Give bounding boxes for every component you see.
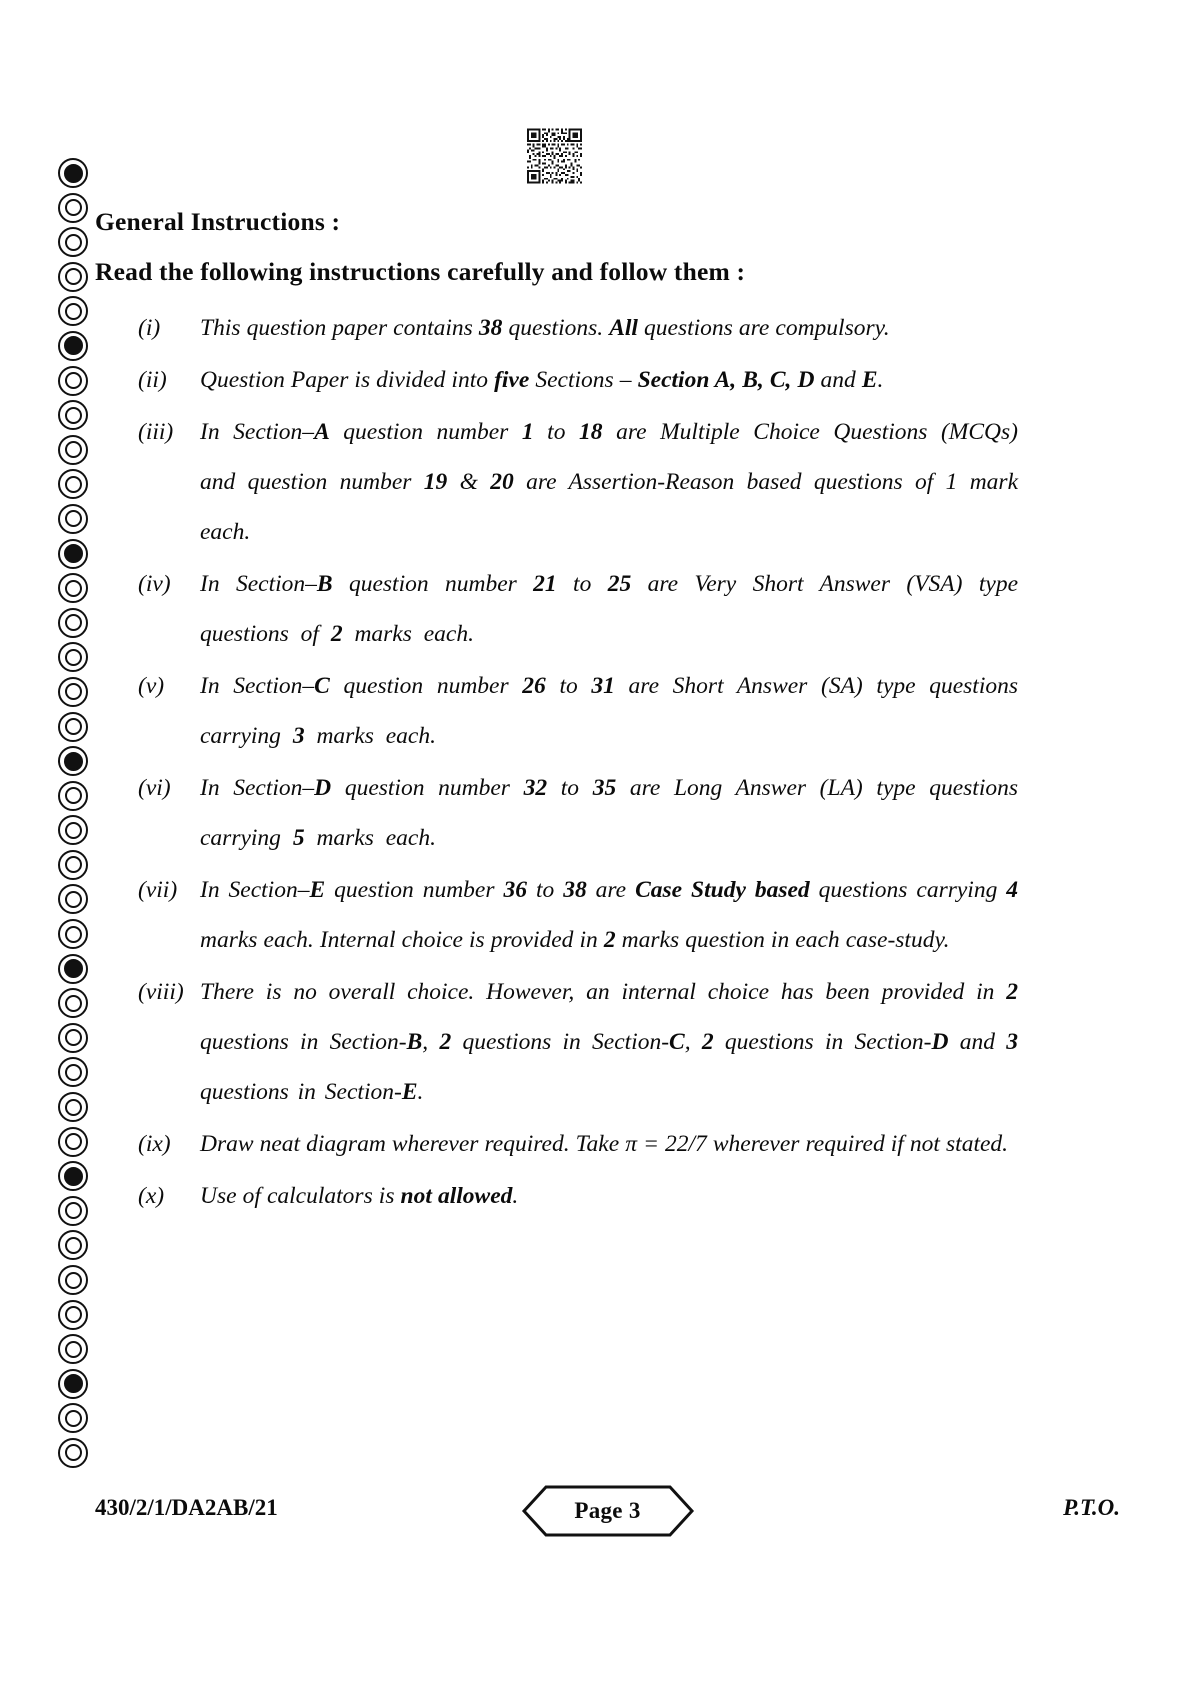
binding-ring (58, 884, 88, 914)
instruction-marker: (i) (138, 315, 161, 341)
binding-ring (58, 746, 88, 776)
instruction-fragment: In Section– (200, 877, 310, 903)
instruction-emphasis: D (931, 1029, 949, 1055)
instruction-item (138, 559, 1018, 659)
instruction-emphasis: 2 (603, 927, 616, 953)
instruction-fragment: marks question in each case-study. (615, 927, 950, 953)
read-instructions-heading: Read the following instructions carefully and follow them : (95, 257, 746, 286)
binding-ring (58, 504, 88, 534)
binding-ring (58, 815, 88, 845)
instruction-text (200, 419, 1018, 545)
instruction-emphasis: Case Study based (635, 877, 810, 903)
instruction-emphasis: C (314, 673, 330, 699)
instruction-emphasis: B (316, 571, 333, 597)
instruction-emphasis: 20 (490, 469, 514, 495)
instruction-emphasis: not allowed (400, 1183, 513, 1209)
instruction-emphasis: Section A, B, C, D (637, 367, 815, 393)
binding-ring (58, 1196, 88, 1226)
instruction-emphasis: 19 (423, 469, 448, 495)
instruction-fragment: to (545, 673, 592, 699)
instruction-fragment: Use of calculators is (200, 1183, 401, 1209)
instruction-fragment: In Section– (200, 419, 315, 445)
binding-ring (58, 1300, 88, 1330)
binding-ring (58, 1403, 88, 1433)
instruction-emphasis: C (669, 1029, 685, 1055)
instruction-item (138, 303, 1018, 353)
instruction-fragment: to (556, 571, 608, 597)
binding-ring (58, 954, 88, 984)
instruction-fragment: marks each. (342, 621, 474, 647)
instruction-fragment: are (586, 877, 636, 903)
instruction-fragment: to (526, 877, 564, 903)
instruction-fragment: , (684, 1029, 702, 1055)
instruction-fragment: are Very Short Answer (VSA) type questions of (200, 571, 1019, 647)
binding-ring (58, 1161, 88, 1191)
instruction-text (200, 775, 1018, 851)
binding-ring (58, 1265, 88, 1295)
instruction-emphasis: 3 (292, 723, 305, 749)
instruction-fragment: are Short Answer (SA) type questions carrying (200, 673, 1018, 749)
binding-ring (58, 642, 88, 672)
instruction-emphasis: 1 (521, 419, 534, 445)
binding-ring (58, 677, 88, 707)
instruction-emphasis: 3 (1006, 1029, 1019, 1055)
page-number-label: Page 3 (574, 1498, 641, 1523)
instruction-emphasis: 5 (292, 825, 305, 851)
instruction-emphasis: E (309, 877, 326, 903)
pto-label: P.T.O. (1063, 1495, 1120, 1520)
binding-ring (58, 1438, 88, 1468)
instruction-fragment: are Assertion-Reason based questions of 1 mark each. (200, 469, 1019, 545)
instruction-emphasis: 2 (1006, 979, 1018, 1005)
instruction-marker: (viii) (138, 979, 184, 1005)
instruction-emphasis: 38 (478, 315, 503, 341)
instruction-emphasis: B (406, 1029, 423, 1055)
instruction-fragment: questions are compulsory. (637, 315, 890, 341)
binding-ring (58, 331, 88, 361)
instruction-emphasis: E (861, 367, 878, 393)
instruction-item (138, 407, 1018, 557)
instructions-list (138, 303, 1018, 1223)
binding-ring (58, 158, 88, 188)
instruction-fragment: and (948, 1029, 1007, 1055)
instruction-fragment: and (814, 367, 862, 393)
instruction-emphasis: 35 (592, 775, 617, 801)
instruction-marker: (x) (138, 1183, 165, 1209)
instruction-emphasis: D (314, 775, 332, 801)
instruction-marker: (iii) (138, 419, 174, 445)
instruction-fragment: question number (331, 775, 524, 801)
instruction-fragment: questions in Section- (200, 1029, 407, 1055)
instruction-text (200, 315, 890, 341)
instruction-fragment: questions. (502, 315, 610, 341)
binding-ring (58, 988, 88, 1018)
binding-ring (58, 366, 88, 396)
binding-ring (58, 296, 88, 326)
instruction-fragment: marks each. Internal choice is provided in (200, 927, 604, 953)
binding-ring (58, 400, 88, 430)
instruction-item (138, 763, 1018, 863)
instruction-fragment: to (547, 775, 593, 801)
instruction-fragment: In Section– (200, 673, 315, 699)
instruction-fragment: questions carrying (809, 877, 1007, 903)
binding-ring (58, 469, 88, 499)
instruction-item (138, 865, 1018, 965)
instruction-emphasis: 2 (701, 1029, 714, 1055)
instruction-fragment: , (422, 1029, 440, 1055)
instruction-item (138, 355, 1018, 405)
binding-ring (58, 539, 88, 569)
instruction-emphasis: 32 (523, 775, 548, 801)
instruction-item (138, 661, 1018, 761)
binding-ring (58, 1127, 88, 1157)
instruction-fragment: marks each. (304, 723, 436, 749)
instruction-emphasis: 31 (591, 673, 615, 699)
instruction-emphasis: 2 (330, 621, 343, 647)
instruction-fragment: There is no overall choice. However, an internal choice has been provided in (200, 979, 1007, 1005)
instruction-text (200, 877, 1018, 953)
page-number-badge (520, 1483, 696, 1539)
instruction-text (200, 367, 883, 393)
instruction-fragment: are Long Answer (LA) type questions carrying (200, 775, 1019, 851)
instruction-fragment: . (512, 1183, 519, 1209)
instruction-emphasis: E (401, 1079, 418, 1105)
binding-ring (58, 1369, 88, 1399)
instruction-item (138, 1119, 1018, 1169)
instruction-fragment: to (533, 419, 580, 445)
instruction-text (200, 979, 1018, 1105)
instruction-fragment: In Section– (200, 571, 317, 597)
instruction-text (200, 1131, 1008, 1157)
instruction-emphasis: 38 (563, 877, 587, 903)
instruction-text (200, 673, 1018, 749)
instruction-fragment: Sections – (529, 367, 638, 393)
paper-code: 430/2/1/DA2AB/21 (95, 1495, 278, 1520)
binding-ring (58, 1334, 88, 1364)
instruction-emphasis: 26 (522, 673, 546, 699)
instruction-fragment: . (417, 1079, 424, 1105)
instruction-fragment: Draw neat diagram wherever required. Take π = 22/7 wherever required if not stated. (200, 1131, 1009, 1157)
page-footer (95, 1495, 1120, 1535)
instruction-fragment: . (877, 367, 884, 393)
binding-ring (58, 1057, 88, 1087)
binding-ring (58, 193, 88, 223)
binding-ring (58, 573, 88, 603)
instruction-fragment: & (447, 469, 491, 495)
binding-ring (58, 262, 88, 292)
instruction-emphasis: 36 (503, 877, 527, 903)
instruction-fragment: questions in Section- (200, 1079, 402, 1105)
instruction-marker: (iv) (138, 571, 171, 597)
instruction-emphasis: 21 (533, 571, 557, 597)
instruction-emphasis: All (609, 315, 638, 341)
instruction-fragment: This question paper contains (200, 315, 479, 341)
binding-ring (58, 1092, 88, 1122)
binding-ring (58, 227, 88, 257)
instruction-fragment: Question Paper is divided into (200, 367, 495, 393)
instruction-emphasis: 18 (579, 419, 603, 445)
binding-ring (58, 1023, 88, 1053)
qr-code-icon (527, 127, 582, 185)
instruction-fragment: In Section– (200, 775, 315, 801)
instruction-emphasis: 25 (607, 571, 632, 597)
instruction-fragment: questions in Section- (713, 1029, 932, 1055)
instruction-text (200, 1183, 518, 1209)
instruction-fragment: question number (329, 673, 523, 699)
instruction-fragment: question number (329, 419, 522, 445)
instruction-fragment: marks each. (304, 825, 436, 851)
instruction-marker: (v) (138, 673, 165, 699)
binding-ring (58, 608, 88, 638)
instruction-emphasis: A (314, 419, 330, 445)
instruction-marker: (vi) (138, 775, 171, 801)
instruction-item (138, 1171, 1018, 1221)
instruction-marker: (ix) (138, 1131, 171, 1157)
spiral-binding-rings (50, 158, 96, 1478)
instruction-fragment: question number (325, 877, 504, 903)
instruction-fragment: are Multiple Choice Questions (MCQs) and question number (200, 419, 1018, 495)
general-instructions-heading: General Instructions : (95, 207, 341, 236)
binding-ring (58, 919, 88, 949)
instruction-emphasis: five (494, 367, 530, 393)
instruction-item (138, 967, 1018, 1117)
binding-ring (58, 850, 88, 880)
instruction-fragment: question number (332, 571, 534, 597)
instruction-marker: (vii) (138, 877, 178, 903)
binding-ring (58, 1230, 88, 1260)
instruction-text (200, 571, 1018, 647)
binding-ring (58, 781, 88, 811)
instruction-emphasis: 2 (439, 1029, 452, 1055)
instruction-fragment: questions in Section- (451, 1029, 670, 1055)
binding-ring (58, 435, 88, 465)
binding-ring (58, 712, 88, 742)
instruction-emphasis: 4 (1006, 877, 1019, 903)
instruction-marker: (ii) (138, 367, 167, 393)
